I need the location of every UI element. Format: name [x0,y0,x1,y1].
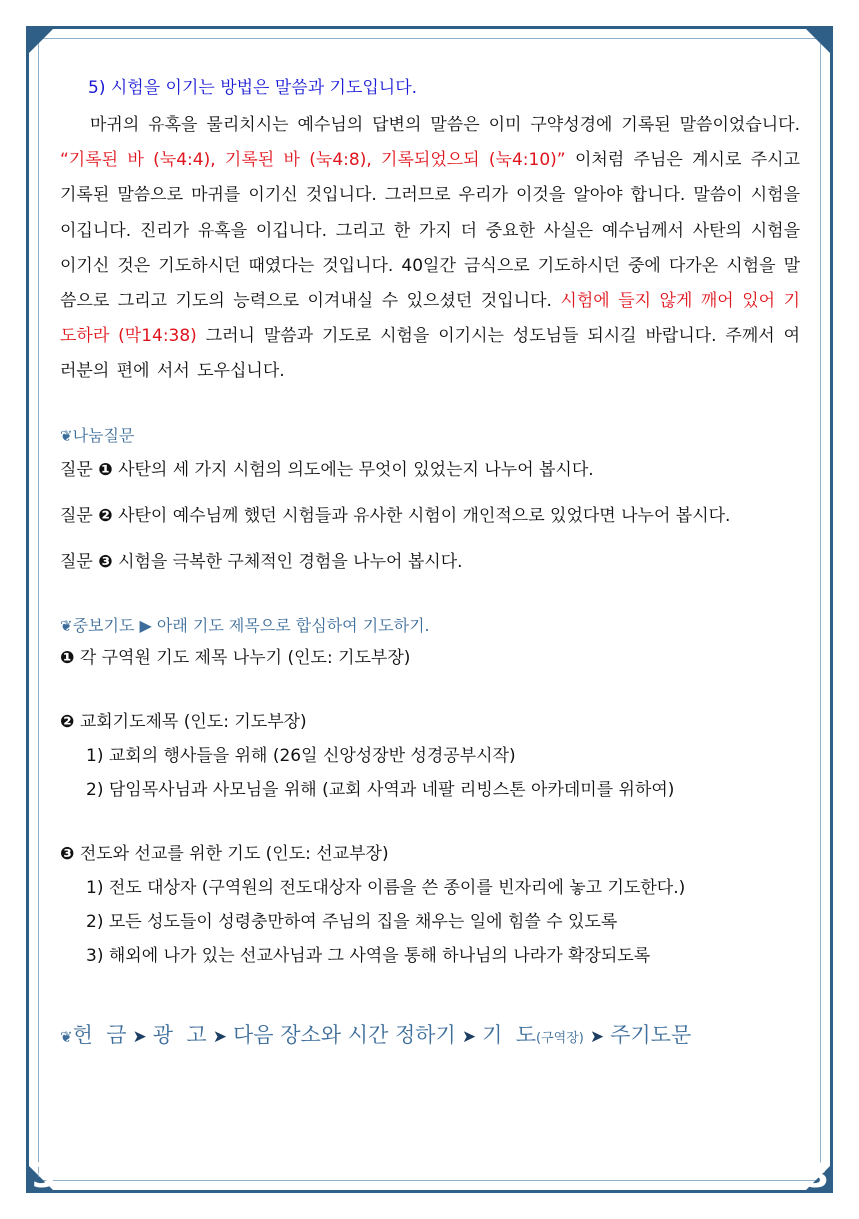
page-number-left: 3 [32,1156,56,1196]
page-number-right: 3 [805,1156,829,1196]
intercession-label: ❦중보기도 ▶ 아래 기도 제목으로 합심하여 기도하기. [60,615,430,635]
scripture-verse: 시험에 들지 않게 깨어 있어 기도하라 (막14:38) [60,291,801,347]
scripture-quote: “기록된 바 (눅4:4), 기록된 바 (눅4:8), 기록되었으되 (눅4:10)” [60,150,566,171]
prayer-subitem: 1) 전도 대상자 (구역원의 전도대상자 이름을 쓴 종이를 빈자리에 놓고 기도한다.) [86,877,686,898]
arrow-icon: ➤ [132,1026,147,1047]
corner-ornament-top-left [26,26,56,56]
question-item: 질문 ❸ 시험을 극복한 구체적인 경험을 나누어 봅시다. [60,551,463,572]
prayer-item-1: ❶ 각 구역원 기도 제목 나누기 (인도: 기도부장) [60,647,411,668]
order-step-lords-prayer: 주기도문 [610,1022,692,1047]
order-step-next-meeting: 다음 장소와 시간 정하기 [232,1022,456,1047]
body-sentence-3: 그러니 말씀과 기도로 시험을 이기시는 성도님들 되시길 바랍니다. 주께서 여러분의 편에 서서 도우십니다. [60,326,800,382]
flower-icon: ❦ [60,616,73,635]
section-heading: 5) 시험을 이기는 방법은 말씀과 기도입니다. [88,78,418,98]
prayer-subitem: 3) 해외에 나가 있는 선교사님과 그 사역을 통해 하나님의 나라가 확장되도록 [86,945,651,966]
share-questions-section [60,424,800,574]
flower-icon: ❦ [60,1027,73,1046]
body-paragraph [60,108,800,390]
share-questions-label: ❦나눔질문 [60,425,135,445]
body-sentence-1: 마귀의 유혹을 물리치시는 예수님의 답변의 말씀은 이미 구약성경에 기록된 말씀이었습니다. [90,115,800,135]
prayer-subitem: 2) 담임목사님과 사모님을 위해 (교회 사역과 네팔 리빙스톤 아카데미를 위하여) [86,779,675,800]
body-sentence-2: 이처럼 주님은 계시로 주시고 기록된 말씀으로 마귀를 이기신 것입니다. 그러므로 우리가 이것을 알아야 합니다. 말씀이 시험을 이깁니다. 진리가 유혹을 이깁니다. 그리고 한 가지 더 중요한 사실은 예수님께서 사탄의 시험을 이기신 것은 기도하시던 때였다는 것입니다. 40일간 금식으로 기도하시던 중에 다가온 시험을 말씀으로 그리고 기도의 능력으로 이겨내실 수 있으셨던 것입니다. [60,150,800,312]
prayer-item-2: ❷ 교회기도제목 (인도: 기도부장) 1) 교회의 행사들을 위해 (26일 신앙성장반 성경공부시작) 2) 담임목사님과 사모님을 위해 (교회 사역과 네팔 리빙스톤 아카데미를 위하여) [60,710,800,802]
order-step-prayer-note: (구역장) [536,1030,584,1046]
prayer-subitem: 2) 모든 성도들이 성령충만하여 주님의 집을 채우는 일에 힘쓸 수 있도록 [86,911,618,932]
service-order [60,1020,800,1054]
prayer-subitem: 1) 교회의 행사들을 위해 (26일 신앙성장반 성경공부시작) [86,745,516,766]
order-step-announcement: 광 고 [152,1022,207,1047]
corner-ornament-top-right [803,26,833,56]
page-content [60,74,800,1054]
prayer-item-3: ❸ 전도와 선교를 위한 기도 (인도: 선교부장) 1) 전도 대상자 (구역원의 전도대상자 이름을 쓴 종이를 빈자리에 놓고 기도한다.) 2) 모든 성도들이 성령충만하여 주님의 집을 채우는 일에 힘쓸 수 있도록 3) 해외에 나가 있는 선교사님과 그 사역을 통해 하나님의 나라가 확장되도록 [60,842,800,968]
intercession-instruction: ▶ 아래 기도 제목으로 합심하여 기도하기. [139,615,430,635]
question-item: 질문 ❶ 사탄의 세 가지 시험의 의도에는 무엇이 있었는지 나누어 봅시다. [60,459,594,480]
order-step-offering: 헌 금 [72,1022,127,1047]
arrow-icon: ➤ [212,1026,227,1047]
flower-icon: ❦ [60,426,73,445]
question-item: 질문 ❷ 사탄이 예수님께 했던 시험들과 유사한 시험이 개인적으로 있었다면 나누어 봅시다. [60,505,731,526]
arrow-icon: ➤ [589,1026,605,1047]
intercession-section [60,614,800,968]
arrow-icon: ➤ [461,1026,477,1047]
order-step-prayer: 기 도 [482,1022,537,1047]
